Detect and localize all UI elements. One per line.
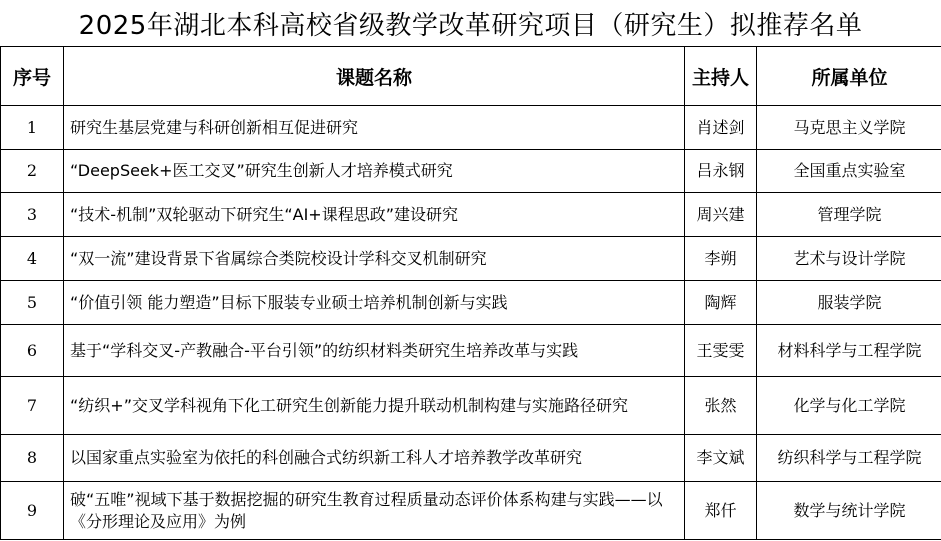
table-row (1, 281, 941, 325)
row-topic: 破“五唯”视域下基于数据挖掘的研究生教育过程质量动态评价体系构建与实践——以《分形理论及应用》为例 (64, 482, 685, 540)
row-index: 4 (1, 237, 64, 281)
row-host: 张然 (685, 377, 757, 435)
table-row (1, 237, 941, 281)
recommendation-table (0, 46, 941, 540)
table-row (1, 106, 941, 150)
row-topic: “双一流”建设背景下省属综合类院校设计学科交叉机制研究 (64, 237, 685, 281)
row-topic: 研究生基层党建与科研创新相互促进研究 (64, 106, 685, 150)
row-host: 李朔 (685, 237, 757, 281)
table-row (1, 482, 941, 540)
row-index: 5 (1, 281, 64, 325)
row-topic: 基于“学科交叉-产教融合-平台引领”的纺织材料类研究生培养改革与实践 (64, 325, 685, 377)
row-unit: 服装学院 (757, 281, 941, 325)
row-host: 周兴建 (685, 193, 757, 237)
header-host: 主持人 (685, 47, 757, 106)
header-index: 序号 (1, 47, 64, 106)
header-topic: 课题名称 (64, 47, 685, 106)
row-host: 肖述剑 (685, 106, 757, 150)
table-row (1, 325, 941, 377)
row-unit: 数学与统计学院 (757, 482, 941, 540)
document-title: 2025年湖北本科高校省级教学改革研究项目（研究生）拟推荐名单 (78, 10, 863, 41)
row-index: 8 (1, 435, 64, 482)
row-host: 郑仟 (685, 482, 757, 540)
row-host: 王雯雯 (685, 325, 757, 377)
row-unit: 全国重点实验室 (757, 150, 941, 193)
row-unit: 管理学院 (757, 193, 941, 237)
table-row (1, 435, 941, 482)
row-index: 2 (1, 150, 64, 193)
row-unit: 材料科学与工程学院 (757, 325, 941, 377)
row-index: 9 (1, 482, 64, 540)
row-index: 3 (1, 193, 64, 237)
row-host: 陶辉 (685, 281, 757, 325)
table-row (1, 193, 941, 237)
table-header-row (1, 47, 941, 106)
table-row (1, 150, 941, 193)
row-topic: “价值引领 能力塑造”目标下服装专业硕士培养机制创新与实践 (64, 281, 685, 325)
row-unit: 艺术与设计学院 (757, 237, 941, 281)
header-unit: 所属单位 (757, 47, 941, 106)
row-unit: 马克思主义学院 (757, 106, 941, 150)
row-topic: “技术-机制”双轮驱动下研究生“AI+课程思政”建设研究 (64, 193, 685, 237)
row-index: 1 (1, 106, 64, 150)
row-topic: 以国家重点实验室为依托的科创融合式纺织新工科人才培养教学改革研究 (64, 435, 685, 482)
row-unit: 化学与化工学院 (757, 377, 941, 435)
row-unit: 纺织科学与工程学院 (757, 435, 941, 482)
row-host: 李文斌 (685, 435, 757, 482)
row-index: 6 (1, 325, 64, 377)
table-row (1, 377, 941, 435)
row-index: 7 (1, 377, 64, 435)
row-host: 吕永钢 (685, 150, 757, 193)
row-topic: “纺织+”交叉学科视角下化工研究生创新能力提升联动机制构建与实施路径研究 (64, 377, 685, 435)
row-topic: “DeepSeek+医工交叉”研究生创新人才培养模式研究 (64, 150, 685, 193)
